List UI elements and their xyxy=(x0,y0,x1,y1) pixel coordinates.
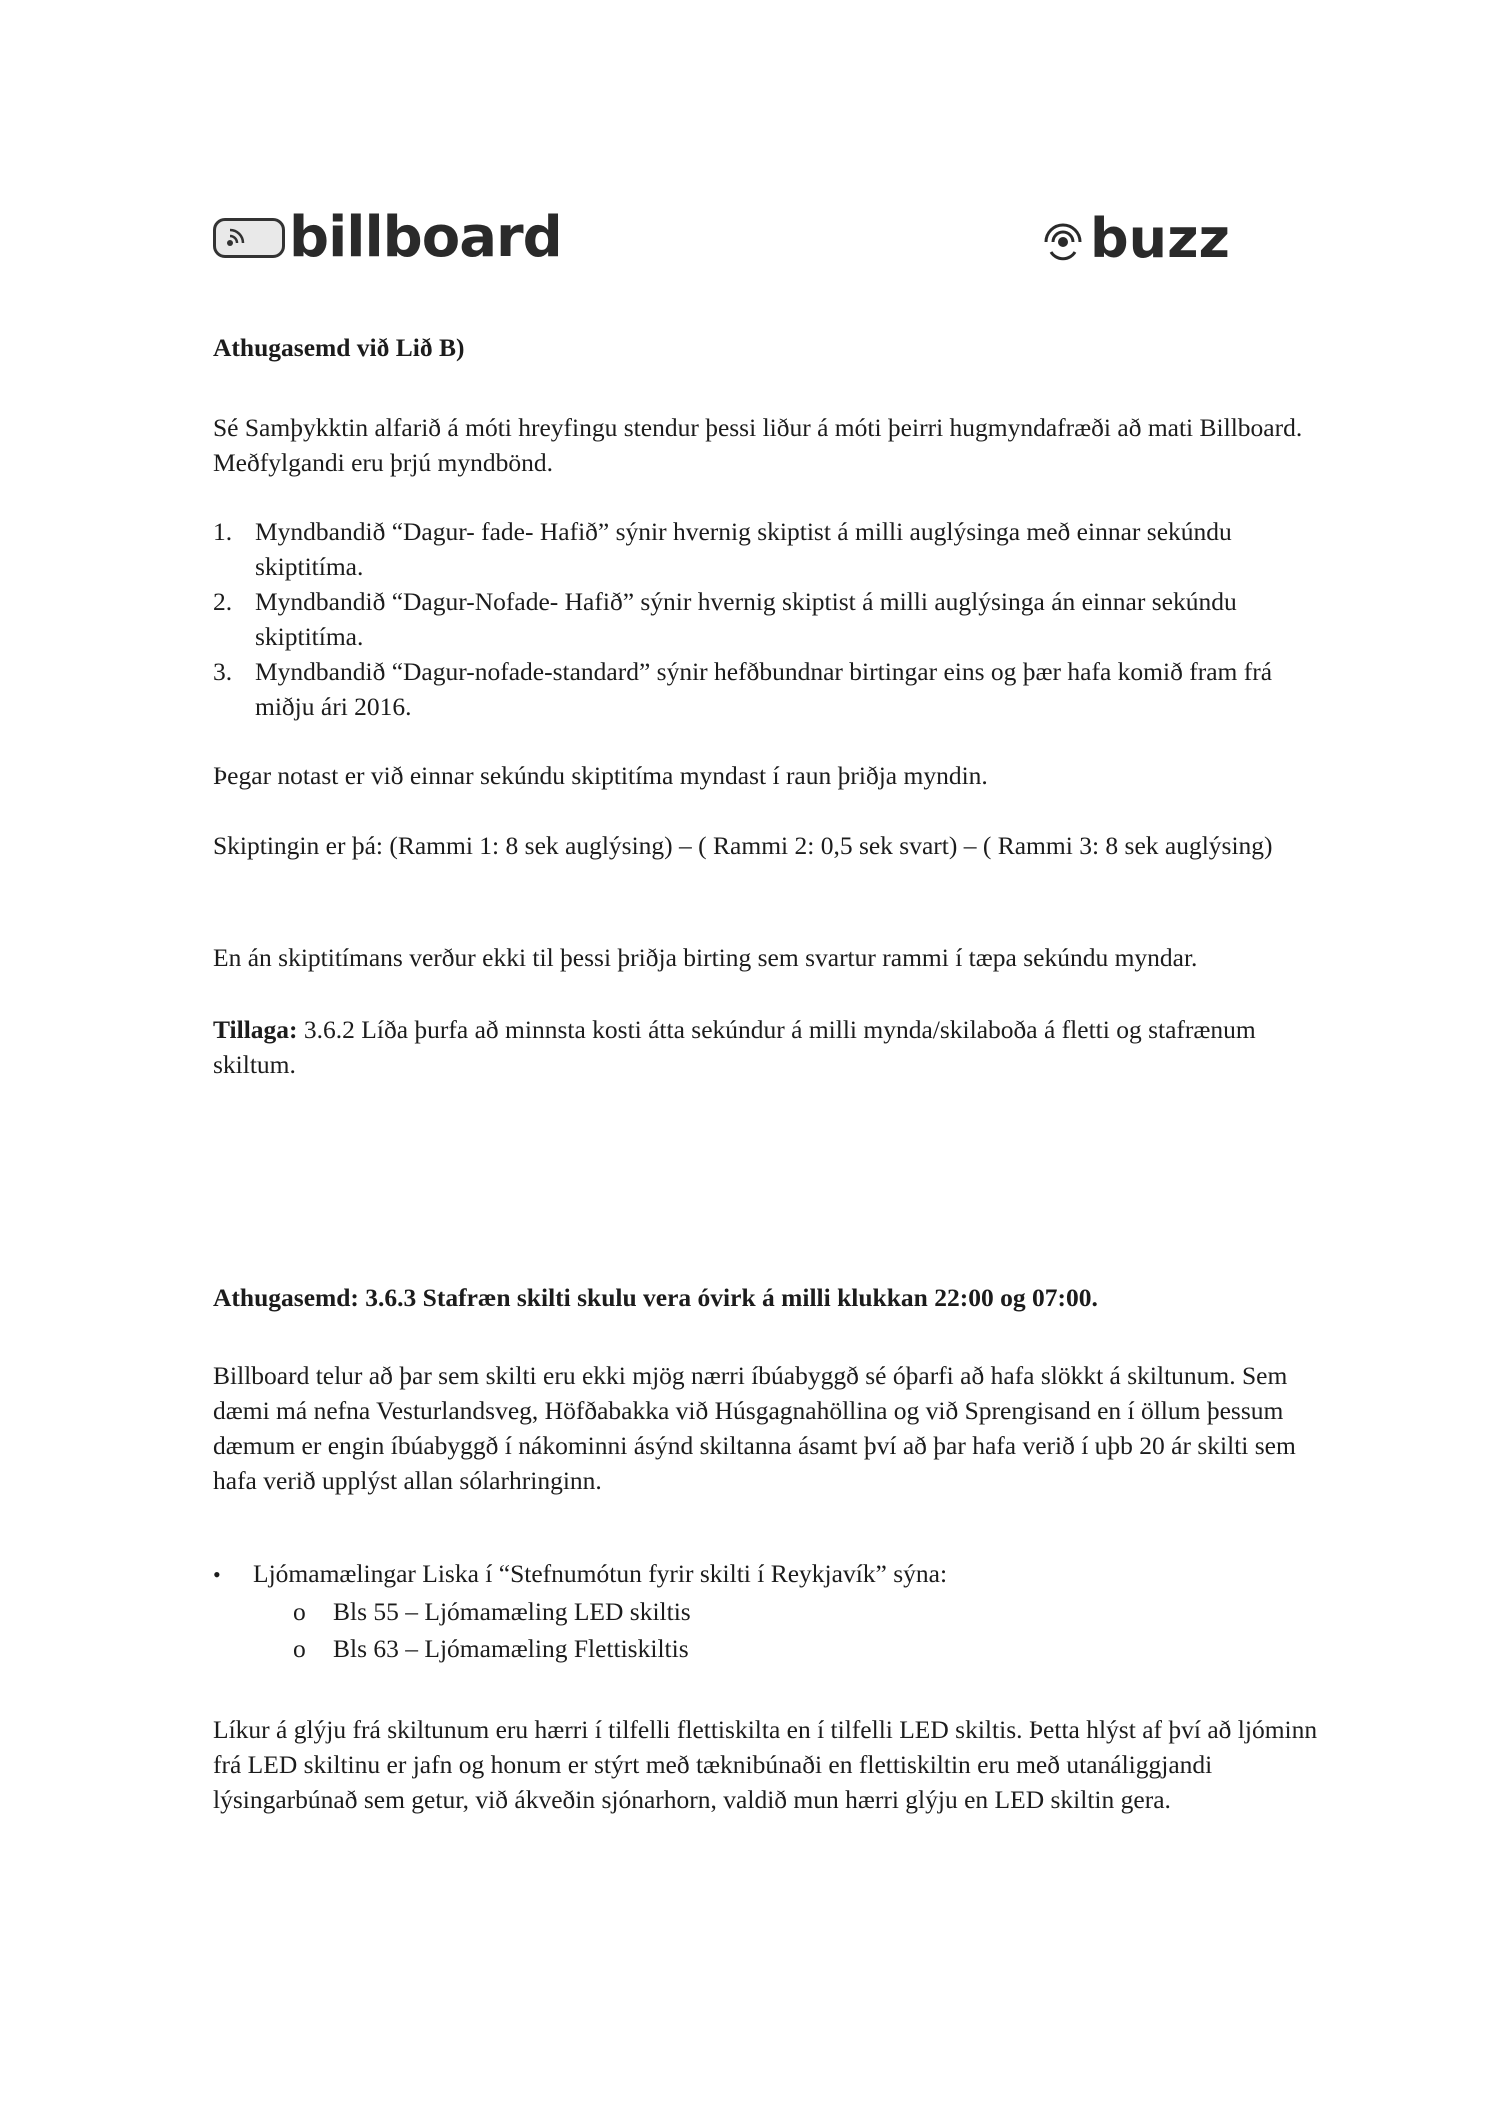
section2-heading: Athugasemd: 3.6.3 Stafræn skilti skulu vera óvirk á milli klukkan 22:00 og 07:00. xyxy=(213,1283,1098,1312)
billboard-logo-text: billboard xyxy=(289,205,562,270)
billboard-logo xyxy=(213,205,562,270)
list-item: • Ljómamælingar Liska í “Stefnumótun fyrir skilti í Reykjavík” sýna: xyxy=(213,1559,948,1588)
section1-para2: Skiptingin er þá: (Rammi 1: 8 sek auglýsing) – ( Rammi 2: 0,5 sek svart) – ( Rammi 3: 8 sek auglýsing) xyxy=(213,831,1273,860)
list-item: 2. Myndbandið “Dagur-Nofade- Hafið” sýnir hvernig skiptist á milli auglýsinga án einnar sekúndu skiptitíma. xyxy=(213,587,1237,651)
proposal-text: 3.6.2 Líða þurfa að minnsta kosti átta sekúndur á milli mynda/skilaboða á fletti og stafrænum skiltum. xyxy=(213,1015,1256,1079)
proposal xyxy=(213,1012,1323,1082)
list-item: 3. Myndbandið “Dagur-nofade-standard” sýnir hefðbundnar birtingar eins og þær hafa komið fram frá miðju ári 2016. xyxy=(213,657,1273,721)
measurement-list xyxy=(213,1555,1323,1667)
buzz-logo-text: buzz xyxy=(1090,207,1230,270)
list-item: o Bls 63 – Ljómamæling Flettiskiltis xyxy=(293,1634,689,1663)
section2-para1: Billboard telur að þar sem skilti eru ekki mjög nærri íbúabyggð sé óþarfi að hafa slökkt á skiltunum. Sem dæmi má nefna Vesturlandsveg, Höfðabakka við Húsgagnahöllina og við Sprengisand en í öllum þessum dæmum er engin íbúabyggð í nákominni ásýnd skiltanna ásamt því að þar hafa verið í uþb 20 ár skilti sem hafa verið upplýst allan sólarhringinn. xyxy=(213,1361,1296,1495)
section1-para1: Þegar notast er við einnar sekúndu skiptitíma myndast í raun þriðja myndin. xyxy=(213,761,988,790)
buzz-logo xyxy=(1040,207,1230,270)
list-item: o Bls 55 – Ljómamæling LED skiltis xyxy=(293,1597,691,1626)
signal-icon xyxy=(213,218,285,258)
section1-intro: Sé Samþykktin alfarið á móti hreyfingu stendur þessi liður á móti þeirri hugmyndafræði að mati Billboard. Meðfylgandi eru þrjú myndbönd. xyxy=(213,413,1303,477)
proposal-label: Tillaga: xyxy=(213,1015,298,1044)
section1-heading: Athugasemd við Lið B) xyxy=(213,333,465,362)
list-item: 1. Myndbandið “Dagur- fade- Hafið” sýnir hvernig skiptist á milli auglýsinga með einnar sekúndu skiptitíma. xyxy=(213,517,1232,581)
broadcast-icon xyxy=(1040,216,1086,262)
section2-para2: Líkur á glýju frá skiltunum eru hærri í tilfelli flettiskilta en í tilfelli LED skiltis. Þetta hlýst af því að ljóminn frá LED skiltinu er jafn og honum er stýrt með tæknibúnaði en flettiskiltin eru með utanáliggjandi lýsingarbúnað sem getur, við ákveðin sjónarhorn, valdið mun hærri glýju en LED skiltin gera. xyxy=(213,1715,1318,1814)
video-list xyxy=(213,514,1323,724)
section1-para3: En án skiptitímans verður ekki til þessi þriðja birting sem svartur rammi í tæpa sekúndu myndar. xyxy=(213,943,1198,972)
